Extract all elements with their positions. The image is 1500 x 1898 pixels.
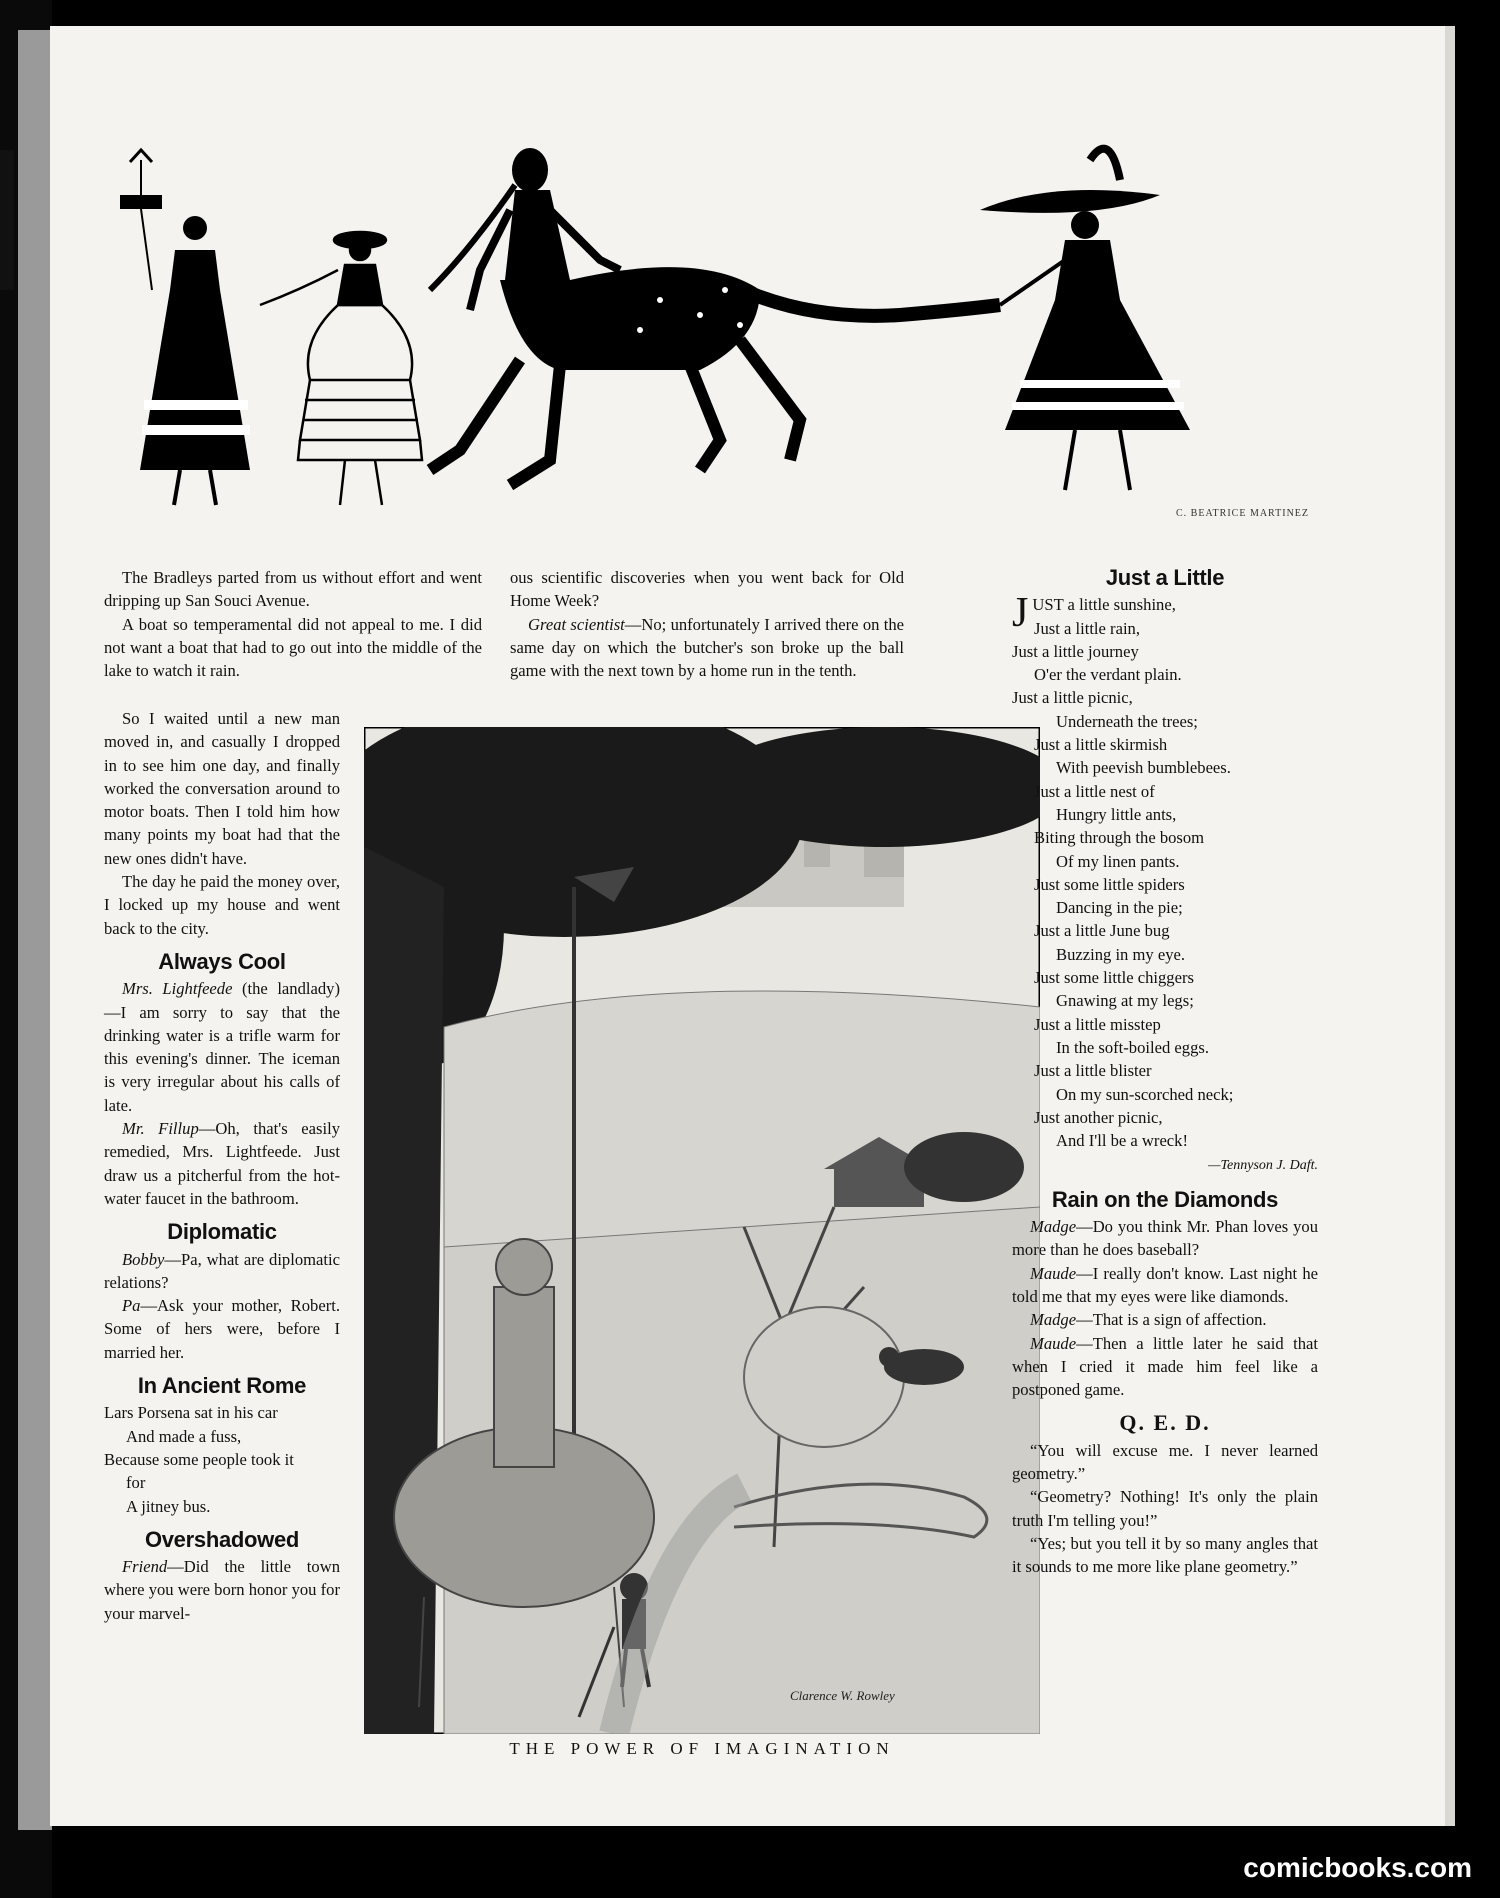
dialogue-text: —Pa, what are diplomatic relations?: [104, 1249, 340, 1292]
speaker: Great scientist: [528, 614, 625, 634]
heading-just-a-little: Just a Little: [1105, 565, 1225, 590]
paragraph: The day he paid the money over, I locked up my house and went back to the city.: [104, 872, 340, 938]
verse-line: Hungry little ants,: [1056, 804, 1177, 824]
poem-author: —Tennyson J. Daft.: [1208, 1158, 1318, 1174]
drop-cap: J: [1012, 590, 1029, 637]
dialogue-text: —Do you think Mr. Phan loves you more than he does baseball?: [1012, 1217, 1318, 1260]
dialogue-line: [104, 977, 340, 1117]
verse-line: Just a little skirmish: [1034, 735, 1168, 755]
poem-just-a-little: [1012, 590, 1318, 1152]
tree-trunk: [364, 847, 444, 1734]
page-gutter-shade: [1445, 26, 1455, 1826]
verse-ancient-rome: [104, 1401, 340, 1517]
verse-line: In the soft-boiled eggs.: [1056, 1037, 1209, 1057]
heading-diplomatic: Diplomatic: [167, 1219, 277, 1245]
verse-line: Just another picnic,: [1034, 1107, 1163, 1127]
paragraph: “Geometry? Nothing! It's only the plain truth I'm telling you!”: [1012, 1487, 1318, 1530]
dialogue-text: (the landlady)—I am sorry to say that the drinking water is a trifle warm for this evening's dinner. The iceman is very irregular about his calls of late.: [104, 979, 340, 1115]
verse-line: Because some people took it: [104, 1449, 294, 1469]
dialogue-line: [1012, 1215, 1318, 1262]
verse-line: Just a little blister: [1034, 1061, 1152, 1081]
dialogue-text: —Then a little later he said that when I cried it made him feel like a postponed game.: [1012, 1333, 1318, 1400]
dialogue-text: —No; unfortunately I arrived there on the same day on which the butcher's son broke up the ball game with the next town by a home run in the tenth.: [510, 614, 904, 681]
speaker: Friend: [122, 1557, 168, 1577]
dialogue-line: [510, 613, 904, 683]
dialogue-text: —That is a sign of affection.: [1076, 1310, 1267, 1330]
verse-line: JUST a little sunshine,: [1012, 590, 1176, 637]
verse-line: Just some little chiggers: [1034, 968, 1194, 988]
paragraph: A boat so temperamental did not appeal to me. I did not want a boat that had to go out into the middle of the lake to watch it rain.: [104, 614, 482, 681]
heading-in-ancient-rome: In Ancient Rome: [137, 1373, 307, 1399]
heading-always-cool: Always Cool: [158, 948, 286, 974]
speaker: Maude: [1030, 1333, 1077, 1353]
paragraph: “Yes; but you tell it by so many angles that it sounds to me more like plane geometry.”: [1012, 1533, 1318, 1577]
verse-line: And I'll be a wreck!: [1056, 1131, 1188, 1151]
illustration-caption: THE POWER OF IMAGINATION: [509, 1739, 895, 1758]
dialogue-text: —Did the little town where you were born honor you for your marvel-: [104, 1557, 340, 1623]
verse-line: Just a little misstep: [1034, 1014, 1161, 1034]
verse-line: Just a little journey: [1012, 641, 1139, 661]
verse-line: Underneath the trees;: [1056, 711, 1198, 731]
dialogue-line: [1012, 1262, 1318, 1309]
column-one: [104, 707, 340, 1625]
verse-line: And made a fuss,: [126, 1426, 242, 1446]
dialogue-line: [104, 1248, 340, 1295]
paragraph: ous scientific discoveries when you went back for Old Home Week?: [510, 568, 904, 611]
girl-in-ruffled-dress: [260, 232, 422, 505]
paragraph: “You will excuse me. I never learned geometry.”: [1012, 1440, 1318, 1483]
speaker: Bobby: [122, 1249, 165, 1269]
book-spine: [0, 0, 52, 1898]
banner-signature: C. BEATRICE MARTINEZ: [1176, 508, 1310, 519]
speaker: Mr. Fillup: [122, 1119, 199, 1139]
speaker: Pa: [122, 1296, 141, 1316]
power-of-imagination-illustration: [364, 727, 1040, 1734]
verse-line: On my sun-scorched neck;: [1056, 1084, 1234, 1104]
verse-line: Just a little rain,: [1034, 618, 1140, 638]
verse-line: Gnawing at my legs;: [1056, 991, 1194, 1011]
speaker: Maude: [1030, 1263, 1077, 1283]
heading-qed: Q. E. D.: [1119, 1410, 1211, 1436]
woman-with-plumed-hat: [980, 149, 1190, 490]
paragraph: So I waited until a new man moved in, and casually I dropped in to see him one day, and finally worked the conversation around to motor boats. Then I told him how many points my boat had that the new ones didn't have.: [104, 709, 340, 868]
verse-line: Buzzing in my eye.: [1056, 944, 1186, 964]
verse-line: Just some little spiders: [1034, 874, 1185, 894]
site-watermark: comicbooks.com: [1243, 1852, 1472, 1883]
column-one-top: [104, 566, 482, 682]
verse-line: Just a little nest of: [1034, 781, 1155, 801]
page-edge: [18, 30, 52, 1830]
speaker: Mrs. Lightfeede: [122, 979, 233, 999]
woman-with-parasol: [120, 150, 250, 505]
dialogue-text: —Ask your mother, Robert. Some of hers were, before I married her.: [104, 1296, 340, 1362]
dialogue-text: —Oh, that's easily remedied, Mrs. Lightfeede. Just draw us a pitcherful from the hot-water faucet in the bathroom.: [104, 1119, 340, 1208]
heading-overshadowed: Overshadowed: [144, 1526, 300, 1552]
column-three: [1012, 566, 1318, 1578]
dialogue-text: —I really don't know. Last night he told me that my eyes were like diamonds.: [1012, 1263, 1318, 1306]
verse-line: A jitney bus.: [126, 1496, 211, 1516]
verse-line: Dancing in the pie;: [1056, 898, 1183, 918]
spine-shadow: [0, 150, 14, 290]
speaker: Madge: [1030, 1217, 1077, 1237]
dialogue-line: [1012, 1332, 1318, 1402]
banner-illustration: [100, 140, 1340, 540]
verse-line: O'er the verdant plain.: [1034, 665, 1182, 685]
dialogue-line: [104, 1117, 340, 1210]
speaker: Madge: [1030, 1310, 1077, 1330]
column-two-top: [510, 566, 904, 682]
dialogue-line: [104, 1294, 340, 1364]
illustrator-signature: Clarence W. Rowley: [790, 1688, 895, 1703]
heading-rain-on-the-diamonds: Rain on the Diamonds: [1051, 1186, 1279, 1212]
centaur: [430, 148, 1000, 485]
verse-line: With peevish bumblebees.: [1056, 758, 1231, 778]
paragraph: The Bradleys parted from us without effort and went dripping up San Souci Avenue.: [104, 568, 482, 611]
phantom-mammoth: [744, 1307, 904, 1447]
dialogue-line: [104, 1555, 340, 1625]
verse-line: Of my linen pants.: [1056, 851, 1180, 871]
verse-line: for: [126, 1473, 146, 1493]
dialogue-line: [1012, 1308, 1318, 1331]
verse-line: Just a little June bug: [1034, 921, 1170, 941]
verse-line: Biting through the bosom: [1034, 828, 1205, 848]
verse-line: Just a little picnic,: [1012, 688, 1133, 708]
verse-line: Lars Porsena sat in his car: [104, 1403, 278, 1423]
